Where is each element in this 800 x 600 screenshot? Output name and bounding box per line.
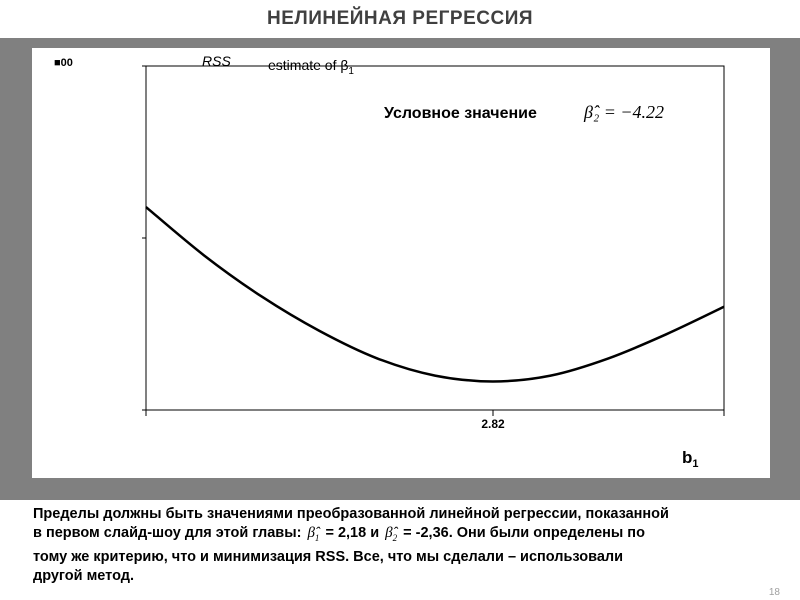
rss-chart: [32, 48, 770, 478]
rss-curve: [146, 207, 724, 381]
body-line-2: [33, 524, 773, 548]
body-line-2-b: = 2,18 и: [325, 525, 380, 541]
legend-estimate-text: estimate of β: [268, 57, 349, 73]
x-axis-label: [682, 448, 699, 470]
beta1-symbol: [307, 524, 319, 548]
page-number: 18: [768, 587, 780, 598]
slide-title: НЕЛИНЕЙНАЯ РЕГРЕССИЯ: [266, 8, 534, 29]
body-line-2-c: = -2,36. Они были определены по: [403, 525, 645, 541]
legend-rss: RSS: [202, 53, 231, 69]
beta2-char: β̂: [385, 525, 393, 541]
y-top-label: ■00: [54, 57, 73, 69]
body-line-1: Пределы должны быть значениями преобразованной линейной регрессии, показанной: [33, 506, 669, 522]
annotation-formula: β̂₂ = −4.22: [584, 102, 665, 122]
beta1-sub: 1: [314, 533, 320, 543]
beta2-sub: 2: [392, 533, 398, 543]
legend-estimate-label: [268, 57, 354, 77]
x-axis-label-sub: 1: [692, 458, 699, 470]
beta1-char: β̂: [307, 525, 315, 541]
body-line-3: тому же критерию, что и минимизация RSS. Все, что мы сделали – использовали: [33, 549, 624, 565]
annotation-text: Условное значение: [384, 105, 537, 122]
slide-header: [0, 0, 800, 38]
chart-panel: [32, 48, 770, 478]
body-line-2-a: в первом слайд-шоу для этой главы:: [33, 525, 302, 541]
beta2-symbol: [385, 524, 397, 548]
x-axis-label-main: b: [682, 448, 693, 467]
body-line-4: другой метод.: [33, 568, 134, 584]
x-tick-label-min: 2.82: [481, 417, 505, 431]
explanation-text: [33, 505, 773, 586]
legend-estimate-sub: 1: [348, 66, 354, 77]
